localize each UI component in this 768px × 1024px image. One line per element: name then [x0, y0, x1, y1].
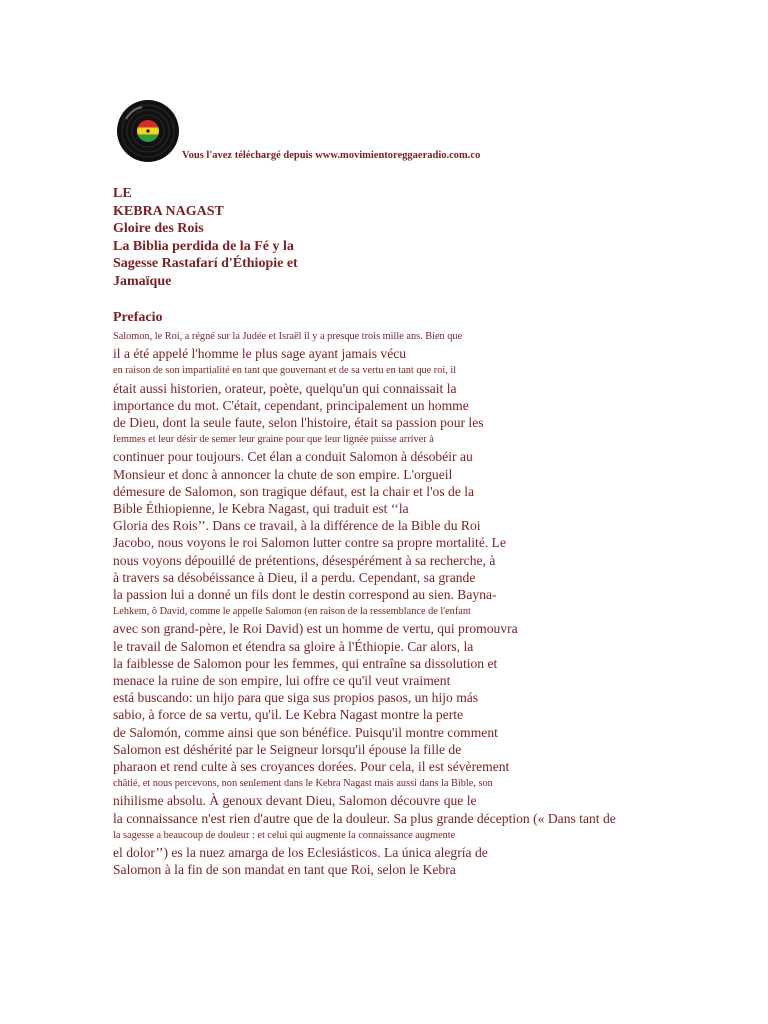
body-text-line: nous voyons dépouillé de prétentions, désespérément à sa recherche, à — [113, 552, 496, 568]
title-line: Gloire des Rois — [113, 221, 204, 236]
download-notice: Vous l'avez téléchargé depuis www.movimientoreggaeradio.com.co — [182, 150, 481, 161]
body-text-line: la passion lui a donné un fils dont le destin correspond au sien. Bayna- — [113, 587, 497, 603]
body-text-line: Salomon, le Roi, a régné sur la Judée et Israël il y a presque trois mille ans. Bien que — [113, 331, 463, 342]
vinyl-record-logo-icon — [116, 99, 180, 163]
body-text-line: menace la ruine de son empire, lui offre ce qu'il veut vraiment — [113, 673, 451, 689]
body-text-line: Salomon est déshérité par le Seigneur lorsqu'il épouse la fille de — [113, 741, 462, 757]
body-text-line: Jacobo, nous voyons le roi Salomon lutter contre sa propre mortalité. Le — [113, 535, 506, 551]
body-text-line: Lehkem, ô David, comme le appelle Salomon (en raison de la ressemblance de l'enfant — [113, 606, 471, 618]
body-text-line: Salomon à la fin de son mandat en tant que Roi, selon le Kebra — [113, 862, 456, 878]
title-line: Sagesse Rastafarí d'Éthiopie et — [113, 256, 298, 271]
body-text-line: était aussi historien, orateur, poète, quelqu'un qui connaissait la — [113, 380, 457, 396]
document-title — [113, 185, 298, 290]
title-line: LE — [113, 186, 132, 201]
body-text-line: Gloria des Rois’’. Dans ce travail, à la différence de la Bible du Roi — [113, 518, 481, 534]
title-line: La Biblia perdida de la Fé y la — [113, 238, 294, 254]
body-text-line: Bible Éthiopienne, le Kebra Nagast, qui traduit est ‘‘la — [113, 501, 409, 517]
title-line: Jamaïque — [113, 273, 172, 289]
body-text-line: avec son grand-père, le Roi David) est un homme de vertu, qui promouvra — [113, 621, 518, 637]
preface-body — [113, 328, 633, 879]
title-line: KEBRA NAGAST — [113, 203, 224, 219]
body-text-line: femmes et leur désir de semer leur graine pour que leur lignée puisse arriver à — [113, 434, 434, 446]
body-text-line: il a été appelé l'homme le plus sage ayant jamais vécu — [113, 346, 407, 362]
body-text-line: en raison de son impartialité en tant que gouvernant et de sa vertu en tant que roi, il — [113, 365, 457, 377]
body-text-line: la sagesse a beaucoup de douleur : et celui qui augmente la connaissance augmente — [113, 829, 456, 841]
body-text-line: démesure de Salomon, son tragique défaut, est la chair et l'os de la — [113, 483, 475, 499]
body-text-line: está buscando: un hijo para que siga sus propios pasos, un hijo más — [113, 690, 479, 706]
body-text-line: continuer pour toujours. Cet élan a conduit Salomon à désobéir au — [113, 449, 473, 465]
body-text-line: pharaon et rend culte à ses croyances dorées. Pour cela, il est sévèrement — [113, 759, 510, 775]
body-text-line: importance du mot. C'était, cependant, principalement un homme — [113, 397, 469, 413]
body-text-line: de Dieu, dont la seule faute, selon l'histoire, était sa passion pour les — [113, 415, 484, 431]
body-text-line: à travers sa désobéissance à Dieu, il a perdu. Cependant, sa grande — [113, 569, 476, 585]
body-text-line: la connaissance n'est rien d'autre que de la douleur. Sa plus grande déception (« Dans tant de — [113, 810, 616, 826]
body-text-line: le travail de Salomon et étendra sa gloire à l'Éthiopie. Car alors, la — [113, 638, 474, 654]
body-text-line: nihilisme absolu. À genoux devant Dieu, Salomon découvre que le — [113, 793, 477, 809]
body-text-line: sabio, à force de sa vertu, qu'il. Le Kebra Nagast montre la perte — [113, 707, 464, 723]
body-text-line: el dolor’’) es la nuez amarga de los Eclesiásticos. La única alegría de — [113, 845, 488, 861]
body-text-line: de Salomón, comme ainsi que son bénéfice. Puisqu'il montre comment — [113, 724, 498, 740]
body-text-line: châtié, et nous percevons, non seulement dans le Kebra Nagast mais aussi dans la Bible, son — [113, 778, 493, 790]
section-heading: Prefacio — [113, 310, 163, 325]
body-text-line: la faiblesse de Salomon pour les femmes, qui entraîne sa dissolution et — [113, 655, 498, 671]
body-text-line: Monsieur et donc à annoncer la chute de son empire. L'orgueil — [113, 466, 453, 482]
